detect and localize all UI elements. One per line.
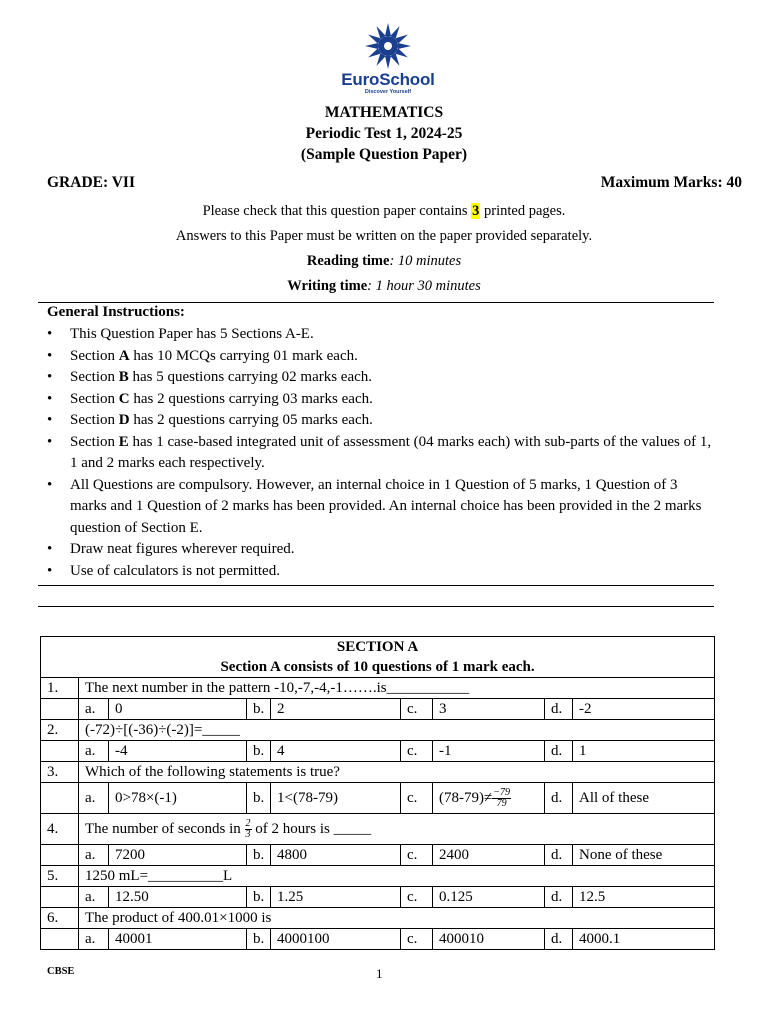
option-letter: c. [401,845,433,866]
writing-time: Writing time: 1 hour 30 minutes [287,278,481,294]
option-value: 1 [573,741,715,762]
max-marks-label: Maximum Marks: 40 [600,174,742,191]
option-value: 40001 [109,929,247,950]
question-number: 6. [41,908,79,929]
logo-name: EuroSchool [341,70,435,89]
question-row [41,814,715,845]
question-number: 2. [41,720,79,741]
instruction-item: • Draw neat figures wherever required. [47,539,717,561]
answers-line: Answers to this Paper must be written on the paper provided separately. [175,228,593,244]
options-row [41,929,715,950]
question-text: 1250 mL=__________L [79,866,715,887]
instruction-item: • Section E has 1 case-based integrated unit of assessment (04 marks each) with sub-parts of the values of 1, 1 and 2 marks each respectively. [47,432,717,475]
option-letter: b. [247,699,271,720]
option-value: (78-79)≠ $\frac{-79}{79}$ [433,783,545,814]
option-letter: b. [247,887,271,908]
instructions-title: General Instructions: [47,304,185,320]
option-value: 4000.1 [573,929,715,950]
option-letter: a. [79,699,109,720]
option-letter: a. [79,783,109,814]
option-value: 12.5 [573,887,715,908]
instruction-item: • This Question Paper has 5 Sections A-E. [47,324,717,346]
options-row [41,741,715,762]
option-value: 4 [271,741,401,762]
option-value: 4800 [271,845,401,866]
question-number: 3. [41,762,79,783]
grade-label: GRADE: VII [47,174,135,191]
option-letter: a. [79,741,109,762]
options-row [41,887,715,908]
instructions-list [47,324,717,582]
option-letter: b. [247,783,271,814]
option-value: 12.50 [109,887,247,908]
divider-top [38,302,714,303]
instruction-item: • All Questions are compulsory. However, an internal choice in 1 Question of 5 marks, 1 Question of 3 marks and 1 Question of 2 marks has been provided. An internal choice has been provided in the 2 marks question of Section E. [47,475,717,540]
footer-board: CBSE [47,966,75,977]
option-letter: c. [401,699,433,720]
option-letter: c. [401,741,433,762]
question-text: Which of the following statements is true? [79,762,715,783]
question-number: 5. [41,866,79,887]
logo-tagline: Discover Yourself [364,89,412,95]
option-value: 4000100 [271,929,401,950]
option-letter: d. [545,845,573,866]
option-letter: c. [401,783,433,814]
option-value: 3 [433,699,545,720]
instruction-item: • Use of calculators is not permitted. [47,561,717,583]
section-title: SECTION A [336,639,419,655]
divider-mid-2 [38,606,714,607]
option-letter: a. [79,845,109,866]
option-letter: d. [545,741,573,762]
option-letter: c. [401,887,433,908]
page-count-highlight: 3 [472,203,480,219]
option-letter: b. [247,741,271,762]
option-value: 2400 [433,845,545,866]
question-text: (-72)÷[(-36)÷(-2)]=_____ [79,720,715,741]
question-row [41,908,715,929]
option-letter: d. [545,887,573,908]
option-value: None of these [573,845,715,866]
option-value: 2 [271,699,401,720]
option-value: 0.125 [433,887,545,908]
option-value: 400010 [433,929,545,950]
option-letter: a. [79,887,109,908]
test-title: Periodic Test 1, 2024-25 [305,125,463,142]
instruction-item: • Section B has 5 questions carrying 02 marks each. [47,367,717,389]
question-number: 4. [41,814,79,845]
fraction: $\frac{2}{3}$ [245,817,251,840]
option-value: -2 [573,699,715,720]
question-number: 1. [41,678,79,699]
option-value: 0>78×(-1) [109,783,247,814]
fraction: $\frac{-79}{79}$ [493,786,510,809]
question-row [41,762,715,783]
section-a-header [41,637,715,678]
option-letter: b. [247,929,271,950]
instruction-item: • Section D has 2 questions carrying 05 marks each. [47,410,717,432]
option-value: -1 [433,741,545,762]
option-letter: c. [401,929,433,950]
option-letter: d. [545,699,573,720]
divider-mid [38,585,714,586]
question-text: The number of seconds in $\frac{2}{3}$ of 2 hours is _____ [79,814,715,845]
option-letter: a. [79,929,109,950]
option-letter: b. [247,845,271,866]
question-text: The next number in the pattern -10,-7,-4,-1…….is___________ [79,678,715,699]
instruction-item: • Section A has 10 MCQs carrying 01 mark each. [47,346,717,368]
options-row [41,699,715,720]
option-value: 0 [109,699,247,720]
section-subtitle: Section A consists of 10 questions of 1 mark each. [220,659,535,675]
question-row [41,678,715,699]
option-value: -4 [109,741,247,762]
pages-check-line: Please check that this question paper contains 3 printed pages. [202,203,566,219]
options-row [41,845,715,866]
option-letter: d. [545,929,573,950]
option-value: All of these [573,783,715,814]
school-logo [336,22,440,96]
instruction-item: • Section C has 2 questions carrying 03 marks each. [47,389,717,411]
paper-type: (Sample Question Paper) [300,146,468,163]
section-a-table [40,636,715,950]
question-row [41,720,715,741]
question-text: The product of 400.01×1000 is [79,908,715,929]
star-emblem-icon [364,22,412,70]
option-value: 1<(78-79) [271,783,401,814]
reading-time: Reading time: 10 minutes [306,253,462,269]
options-row [41,783,715,814]
question-row [41,866,715,887]
option-letter: d. [545,783,573,814]
page-number: 1 [376,966,383,981]
subject-title: MATHEMATICS [324,104,444,121]
option-value: 1.25 [271,887,401,908]
option-value: 7200 [109,845,247,866]
